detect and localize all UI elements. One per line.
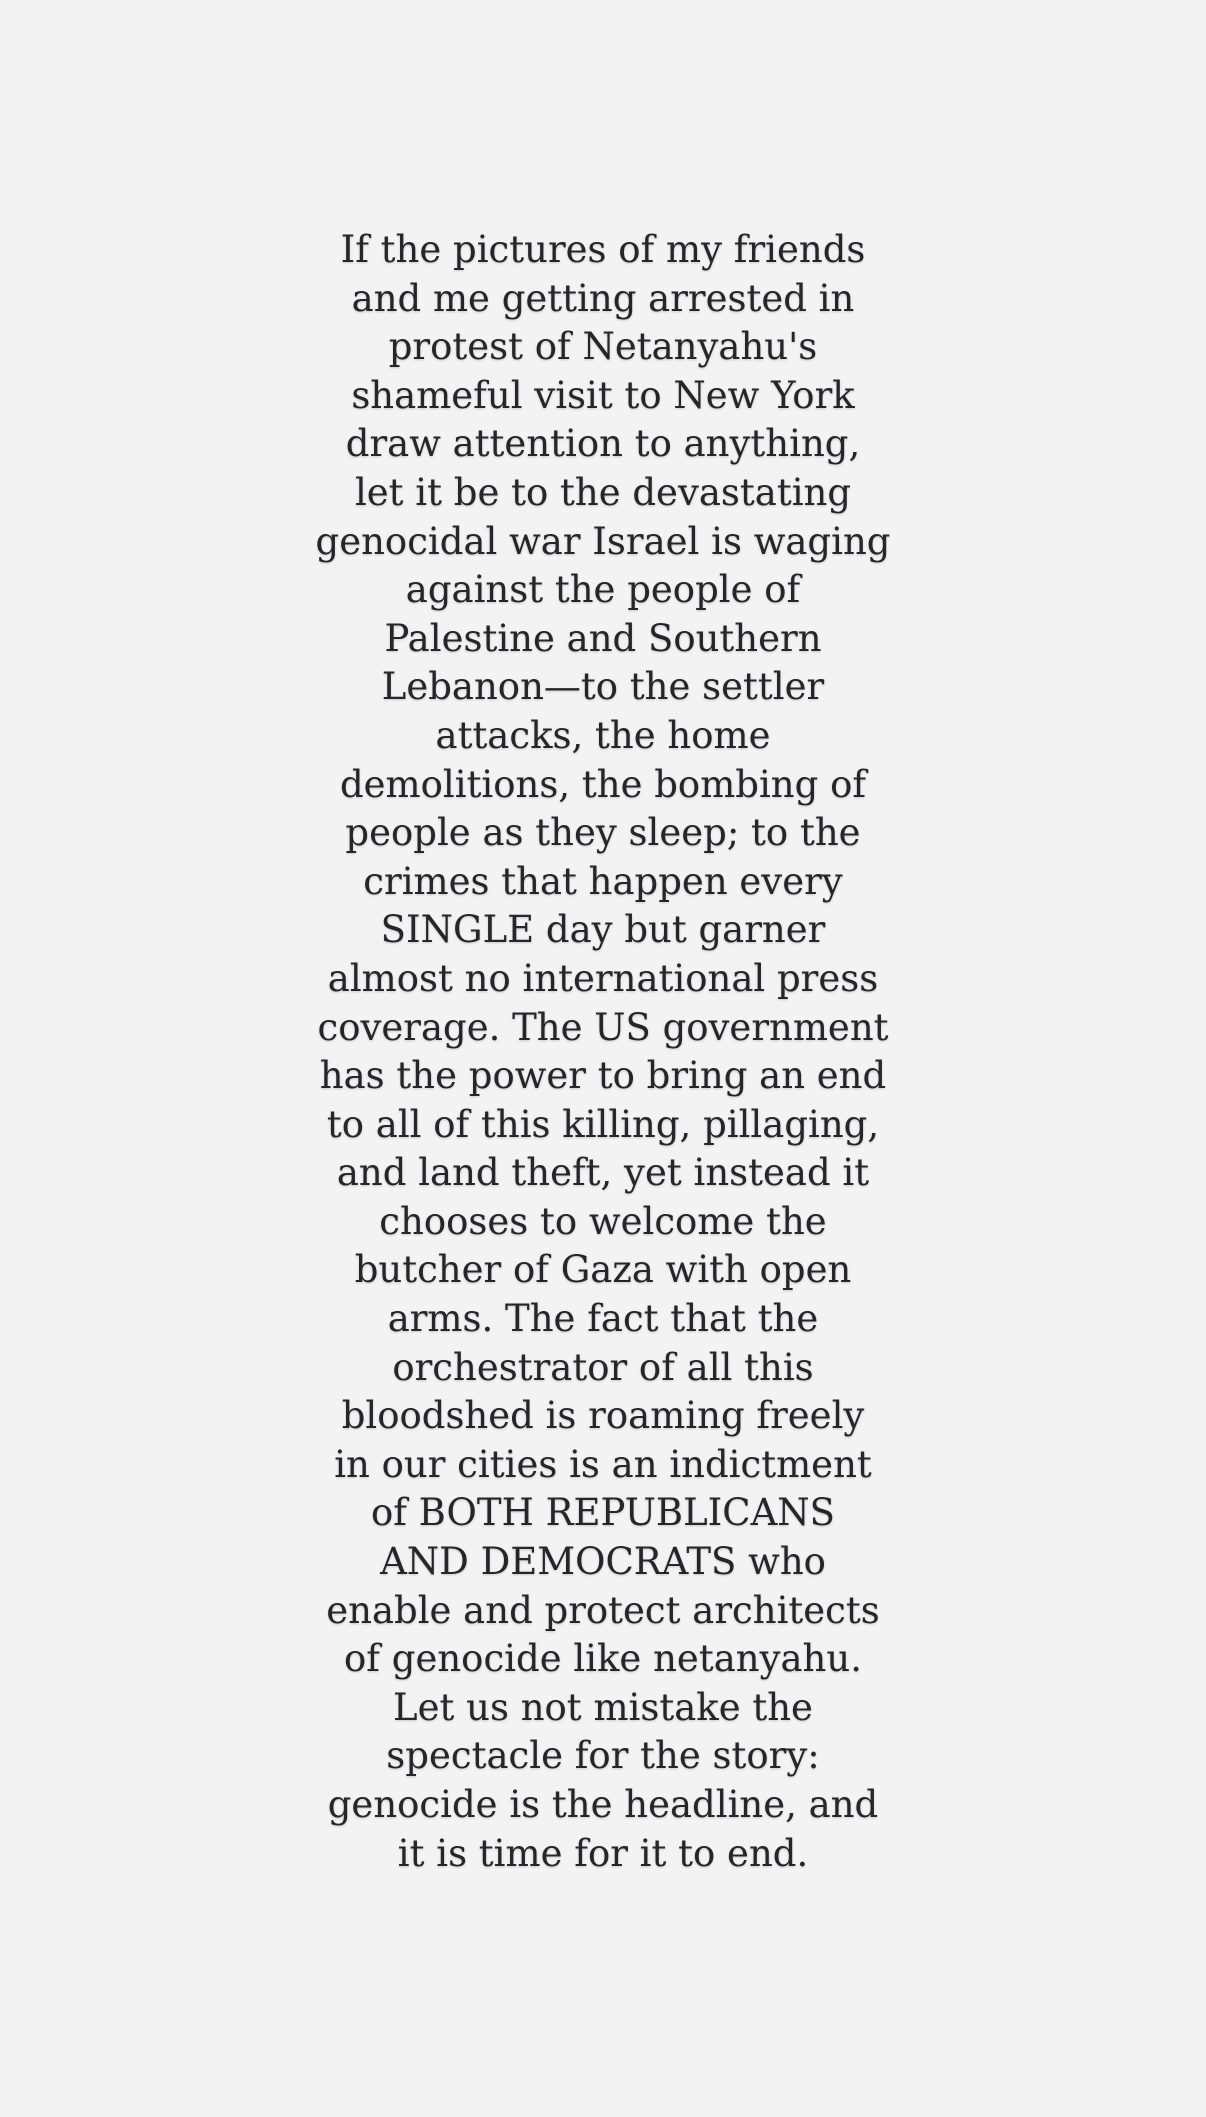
statement-line: attacks, the home [435,713,771,757]
statement-line: AND DEMOCRATS who [380,1540,826,1584]
statement-line: orchestrator of all this [392,1345,814,1389]
statement-line: bloodshed is roaming freely [341,1394,865,1438]
statement-line: let it be to the devastating [354,470,852,514]
statement-line: chooses to welcome the [379,1199,827,1243]
statement-line: crimes that happen every [363,859,843,903]
statement-line: If the pictures of my friends [340,228,866,271]
statement-line: to all of this killing, pillaging, [326,1102,880,1146]
statement-line: almost no international press [327,956,879,1000]
statement-line: Let us not mistake the [393,1685,813,1729]
statement-line: in our cities is an indictment [334,1442,872,1486]
statement-text [0,226,1206,1878]
statement-line: genocide is the headline, and [327,1783,879,1826]
statement-line: of BOTH REPUBLICANS [370,1491,836,1535]
statement-line: genocidal war Israel is waging [315,519,891,563]
statement-line: Palestine and Southern [384,616,822,660]
statement-line: spectacle for the story: [386,1734,820,1778]
statement-line: enable and protect architects [326,1588,880,1632]
statement-line: butcher of Gaza with open [354,1248,852,1292]
statement-line: of genocide like netanyahu. [344,1637,862,1681]
statement-line: against the people of [405,568,801,612]
statement-line: draw attention to anything, [345,422,861,466]
statement-line: has the power to bring an end [319,1054,887,1098]
statement-line: Lebanon—to the settler [381,665,825,709]
statement-line: people as they sleep; to the [345,811,861,855]
statement-line: protest of Netanyahu's [388,325,818,369]
statement-line: and me getting arrested in [351,276,855,320]
statement-line: it is time for it to end. [397,1831,809,1875]
statement-line: SINGLE day but garner [380,908,826,952]
statement-line: arms. The fact that the [387,1297,819,1341]
statement-line: coverage. The US government [317,1005,889,1049]
statement-line: demolitions, the bombing of [339,762,867,806]
statement-line: and land theft, yet instead it [336,1151,870,1195]
statement-line: shameful visit to New York [351,373,855,417]
